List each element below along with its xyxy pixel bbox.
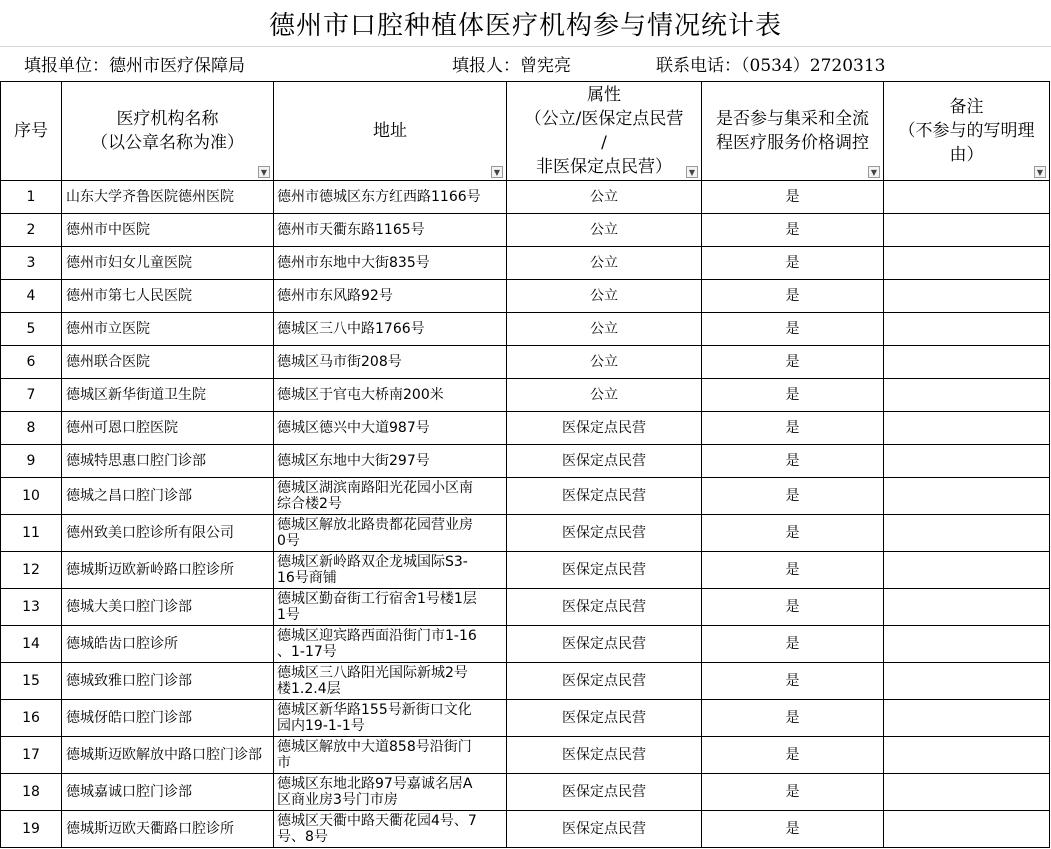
cell-note[interactable] <box>884 214 1050 247</box>
cell-seq[interactable]: 3 <box>1 247 62 280</box>
reporting-unit: 填报单位：德州市医疗保障局 <box>24 55 245 76</box>
cell-attribute[interactable]: 公立 <box>507 214 702 247</box>
cell-seq[interactable]: 17 <box>1 737 62 774</box>
cell-name[interactable]: 德城皓齿口腔诊所 <box>62 626 274 663</box>
address-line1: 德州市天衢东路1165号 <box>277 222 425 238</box>
cell-attribute[interactable]: 公立 <box>507 346 702 379</box>
cell-attribute[interactable]: 公立 <box>507 247 702 280</box>
cell-address[interactable] <box>274 700 507 737</box>
cell-seq[interactable]: 19 <box>1 811 62 848</box>
header-seq-label: 序号 <box>14 121 48 141</box>
address-line1: 德城区于官屯大桥南200米 <box>277 387 444 403</box>
cell-attribute[interactable]: 医保定点民营 <box>507 552 702 589</box>
table-row <box>1 346 1050 379</box>
table-row <box>1 552 1050 589</box>
address-line1: 德城区迎宾路西面沿街门市1-16 <box>277 628 477 644</box>
cell-address[interactable] <box>274 626 507 663</box>
header-participation-label: 是否参与集采和全流 <box>716 109 869 129</box>
header-address <box>274 82 507 181</box>
cell-seq[interactable]: 6 <box>1 346 62 379</box>
cell-participation[interactable]: 是 <box>702 313 884 346</box>
cell-name[interactable]: 德城斯迈欧天衢路口腔诊所 <box>62 811 274 848</box>
cell-participation[interactable]: 是 <box>702 626 884 663</box>
address-line1: 德城区解放中大道858号沿街门 <box>277 739 472 755</box>
cell-address[interactable] <box>274 811 507 848</box>
table-row <box>1 478 1050 515</box>
cell-name[interactable]: 德城特思惠口腔门诊部 <box>62 445 274 478</box>
address-line1: 德州市东地中大街835号 <box>277 255 430 271</box>
cell-note[interactable] <box>884 737 1050 774</box>
cell-name[interactable]: 德州市立医院 <box>62 313 274 346</box>
cell-attribute[interactable]: 医保定点民营 <box>507 515 702 552</box>
address-line2: 园内19-1-1号 <box>277 718 365 734</box>
header-note-label: 备注 <box>949 97 984 117</box>
table-row <box>1 313 1050 346</box>
address-line1: 德城区德兴中大道987号 <box>277 420 430 436</box>
address-line1: 德城区天衢中路天衢花园4号、7 <box>277 813 477 829</box>
cell-address[interactable] <box>274 181 507 214</box>
cell-seq[interactable]: 18 <box>1 774 62 811</box>
cell-name[interactable]: 德城之昌口腔门诊部 <box>62 478 274 515</box>
cell-note[interactable] <box>884 552 1050 589</box>
cell-seq[interactable]: 13 <box>1 589 62 626</box>
cell-note[interactable] <box>884 313 1050 346</box>
cell-participation[interactable]: 是 <box>702 247 884 280</box>
cell-attribute[interactable]: 医保定点民营 <box>507 412 702 445</box>
cell-address[interactable] <box>274 774 507 811</box>
cell-attribute[interactable]: 医保定点民营 <box>507 589 702 626</box>
cell-name[interactable]: 德城区新华街道卫生院 <box>62 379 274 412</box>
header-attribute-line3: / <box>601 133 607 153</box>
table-row <box>1 515 1050 552</box>
filter-dropdown-icon[interactable]: ▼ <box>491 166 503 178</box>
cell-seq[interactable]: 9 <box>1 445 62 478</box>
cell-seq[interactable]: 8 <box>1 412 62 445</box>
cell-note[interactable] <box>884 663 1050 700</box>
cell-address[interactable] <box>274 379 507 412</box>
table-row <box>1 247 1050 280</box>
cell-note[interactable] <box>884 379 1050 412</box>
cell-participation[interactable]: 是 <box>702 552 884 589</box>
cell-name[interactable]: 德城嘉诚口腔门诊部 <box>62 774 274 811</box>
cell-seq[interactable]: 1 <box>1 181 62 214</box>
address-line1: 德城区解放北路贵都花园营业房 <box>277 517 473 533</box>
header-participation-line2: 程医疗服务价格调控 <box>716 133 869 153</box>
cell-name[interactable]: 德城伢皓口腔门诊部 <box>62 700 274 737</box>
institution-table <box>0 81 1050 848</box>
cell-address[interactable] <box>274 313 507 346</box>
cell-participation[interactable]: 是 <box>702 445 884 478</box>
cell-address[interactable] <box>274 478 507 515</box>
cell-address[interactable] <box>274 346 507 379</box>
cell-attribute[interactable]: 公立 <box>507 181 702 214</box>
address-line2: 区商业房3号门市房 <box>277 792 398 808</box>
filter-dropdown-icon[interactable]: ▼ <box>686 166 698 178</box>
cell-address[interactable] <box>274 445 507 478</box>
table-row <box>1 280 1050 313</box>
cell-address[interactable] <box>274 589 507 626</box>
cell-seq[interactable]: 12 <box>1 552 62 589</box>
address-line1: 德城区三八中路1766号 <box>277 321 425 337</box>
address-line2: 市 <box>277 755 291 771</box>
cell-name[interactable]: 德城致雅口腔门诊部 <box>62 663 274 700</box>
header-name <box>62 82 274 181</box>
cell-address[interactable] <box>274 663 507 700</box>
cell-name[interactable]: 德城斯迈欧解放中路口腔门诊部 <box>62 737 274 774</box>
table-row <box>1 737 1050 774</box>
address-line1: 德城区勤奋街工行宿舍1号楼1层 <box>277 591 477 607</box>
cell-name[interactable]: 山东大学齐鲁医院德州医院 <box>62 181 274 214</box>
address-line1: 德城区三八路阳光国际新城2号 <box>277 665 468 681</box>
table-row <box>1 181 1050 214</box>
cell-note[interactable] <box>884 811 1050 848</box>
address-line2: 、1-17号 <box>277 644 337 660</box>
header-attribute-label: 属性 <box>587 85 621 105</box>
address-line1: 德城区东地北路97号嘉诚名居A <box>277 776 473 792</box>
header-attribute-line4: 非医保定点民营） <box>536 157 672 177</box>
cell-name[interactable]: 德城大美口腔门诊部 <box>62 589 274 626</box>
address-line1: 德州市东风路92号 <box>277 288 393 304</box>
cell-seq[interactable]: 7 <box>1 379 62 412</box>
cell-participation[interactable]: 是 <box>702 515 884 552</box>
header-participation <box>702 82 884 181</box>
cell-name[interactable]: 德州市中医院 <box>62 214 274 247</box>
header-attribute-line2: （公立/医保定点民营 <box>524 109 684 129</box>
cell-note[interactable] <box>884 774 1050 811</box>
cell-note[interactable] <box>884 515 1050 552</box>
cell-attribute[interactable]: 医保定点民营 <box>507 737 702 774</box>
cell-participation[interactable]: 是 <box>702 346 884 379</box>
table-row <box>1 700 1050 737</box>
cell-address[interactable] <box>274 280 507 313</box>
title-divider <box>0 46 1051 47</box>
cell-seq[interactable]: 14 <box>1 626 62 663</box>
address-line1: 德城区湖滨南路阳光花园小区南 <box>277 480 473 496</box>
cell-seq[interactable]: 16 <box>1 700 62 737</box>
cell-note[interactable] <box>884 247 1050 280</box>
cell-address[interactable] <box>274 737 507 774</box>
cell-name[interactable]: 德城斯迈欧新岭路口腔诊所 <box>62 552 274 589</box>
cell-participation[interactable]: 是 <box>702 700 884 737</box>
cell-address[interactable] <box>274 515 507 552</box>
table-row <box>1 663 1050 700</box>
cell-attribute[interactable]: 公立 <box>507 313 702 346</box>
cell-note[interactable] <box>884 700 1050 737</box>
cell-participation[interactable]: 是 <box>702 811 884 848</box>
filter-dropdown-icon[interactable]: ▼ <box>258 166 270 178</box>
cell-address[interactable] <box>274 214 507 247</box>
cell-note[interactable] <box>884 626 1050 663</box>
table-row <box>1 626 1050 663</box>
cell-participation[interactable]: 是 <box>702 181 884 214</box>
cell-attribute[interactable]: 医保定点民营 <box>507 445 702 478</box>
reporter: 填报人：曾宪亮 <box>452 55 571 76</box>
cell-participation[interactable]: 是 <box>702 379 884 412</box>
cell-attribute[interactable]: 公立 <box>507 280 702 313</box>
cell-attribute[interactable]: 医保定点民营 <box>507 663 702 700</box>
cell-name[interactable]: 德州可恩口腔医院 <box>62 412 274 445</box>
cell-address[interactable] <box>274 552 507 589</box>
cell-seq[interactable]: 2 <box>1 214 62 247</box>
cell-attribute[interactable]: 医保定点民营 <box>507 700 702 737</box>
table-row <box>1 445 1050 478</box>
cell-name[interactable]: 德州市妇女儿童医院 <box>62 247 274 280</box>
header-note-line3: 由） <box>949 145 984 165</box>
cell-note[interactable] <box>884 280 1050 313</box>
cell-seq[interactable]: 4 <box>1 280 62 313</box>
cell-note[interactable] <box>884 346 1050 379</box>
header-seq <box>1 82 62 181</box>
cell-name[interactable]: 德州联合医院 <box>62 346 274 379</box>
cell-participation[interactable]: 是 <box>702 774 884 811</box>
cell-participation[interactable]: 是 <box>702 663 884 700</box>
table-row <box>1 412 1050 445</box>
cell-attribute[interactable]: 医保定点民营 <box>507 774 702 811</box>
cell-participation[interactable]: 是 <box>702 214 884 247</box>
cell-address[interactable] <box>274 247 507 280</box>
contact-phone: 联系电话：（0534）2720313 <box>656 55 886 76</box>
header-name-label: 医疗机构名称 <box>116 109 219 129</box>
address-line1: 德城区马市街208号 <box>277 354 402 370</box>
cell-note[interactable] <box>884 478 1050 515</box>
filter-dropdown-icon[interactable]: ▼ <box>868 166 880 178</box>
cell-attribute[interactable]: 医保定点民营 <box>507 811 702 848</box>
table-row <box>1 214 1050 247</box>
cell-attribute[interactable]: 公立 <box>507 379 702 412</box>
cell-participation[interactable]: 是 <box>702 412 884 445</box>
address-line1: 德城区东地中大街297号 <box>277 453 430 469</box>
cell-name[interactable]: 德州市第七人民医院 <box>62 280 274 313</box>
cell-attribute[interactable]: 医保定点民营 <box>507 478 702 515</box>
address-line2: 0号 <box>277 533 300 549</box>
table-row <box>1 589 1050 626</box>
table-row <box>1 379 1050 412</box>
cell-seq[interactable]: 15 <box>1 663 62 700</box>
header-address-label: 地址 <box>373 121 407 141</box>
header-row <box>1 82 1050 181</box>
cell-seq[interactable]: 10 <box>1 478 62 515</box>
header-note-line2: （不参与的写明理 <box>898 121 1035 141</box>
cell-note[interactable] <box>884 445 1050 478</box>
table-row <box>1 811 1050 848</box>
header-name-sublabel: （以公章名称为准） <box>91 133 244 153</box>
table-row <box>1 774 1050 811</box>
header-attribute <box>507 82 702 181</box>
cell-participation[interactable]: 是 <box>702 280 884 313</box>
cell-attribute[interactable]: 医保定点民营 <box>507 626 702 663</box>
address-line1: 德城区新华路155号新街口文化 <box>277 702 472 718</box>
address-line2: 16号商铺 <box>277 570 337 586</box>
cell-address[interactable] <box>274 412 507 445</box>
sheet-title: 德州市口腔种植体医疗机构参与情况统计表 <box>268 10 782 41</box>
cell-participation[interactable]: 是 <box>702 737 884 774</box>
address-line2: 楼1.2.4层 <box>277 681 341 697</box>
address-line2: 1号 <box>277 607 300 623</box>
address-line1: 德城区新岭路双企龙城国际S3- <box>277 554 468 570</box>
cell-seq[interactable]: 11 <box>1 515 62 552</box>
address-line2: 号、8号 <box>277 829 328 845</box>
cell-note[interactable] <box>884 589 1050 626</box>
cell-seq[interactable]: 5 <box>1 313 62 346</box>
cell-note[interactable] <box>884 412 1050 445</box>
header-note <box>884 82 1050 181</box>
cell-name[interactable]: 德州致美口腔诊所有限公司 <box>62 515 274 552</box>
address-line1: 德州市德城区东方红西路1166号 <box>277 189 481 205</box>
address-line2: 综合楼2号 <box>277 496 342 512</box>
filter-dropdown-icon[interactable]: ▼ <box>1034 166 1046 178</box>
cell-participation[interactable]: 是 <box>702 589 884 626</box>
cell-note[interactable] <box>884 181 1050 214</box>
cell-participation[interactable]: 是 <box>702 478 884 515</box>
